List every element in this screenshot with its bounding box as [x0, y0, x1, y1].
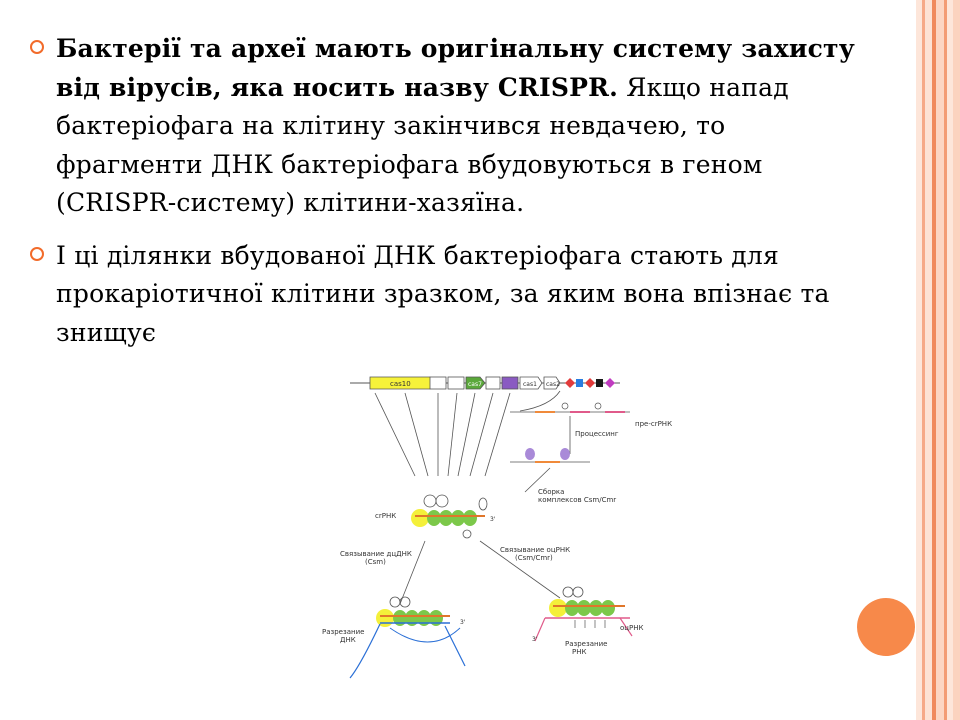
gene-box — [448, 377, 464, 389]
bullet-item-1 — [30, 30, 860, 223]
svg-text:3': 3' — [490, 516, 496, 523]
gene-label-cas10: cas10 — [390, 380, 411, 388]
slide-content — [30, 30, 860, 366]
bullet-text-2: І ці ділянки вбудованої ДНК бактеріофага стають для прокаріотичної клітини зразком, за яким вона впізнає та знищує — [56, 240, 830, 347]
gene-label-cas7: cas7 — [468, 381, 482, 388]
gene-box — [430, 377, 446, 389]
gene-box — [486, 377, 500, 389]
label-ssrna-binding: Связывание оцРНК (Csm/Cmr) — [500, 546, 571, 562]
gene-box — [502, 377, 518, 389]
label-crrna: crРНК — [375, 512, 397, 520]
bullet-ring-icon — [30, 40, 44, 54]
crispr-diagram — [320, 366, 720, 686]
decorative-stripes — [916, 0, 960, 720]
label-assembly: Сборка комплексов Csm/Cmr — [538, 488, 617, 504]
svg-text:3': 3' — [532, 636, 538, 643]
bullet-1-body: Якщо напад бактеріофага на клітину закінчився невдачею, то фрагменти ДНК бактеріофага вбудовуються в геном (CRISPR-систему) клітини-хазяїна. — [56, 72, 789, 217]
label-ssrna: оцРНК — [620, 624, 644, 632]
gene-label-cas2: cas2 — [546, 381, 560, 388]
bullet-item-2 — [30, 237, 860, 353]
label-processing: Процессинг — [575, 430, 619, 438]
bullet-ring-icon — [30, 247, 44, 261]
gene-label-cas1: cas1 — [523, 381, 537, 388]
label-dsdna-binding: Связывание дцДНК (Csm) — [340, 550, 412, 566]
label-pre-crrna: пре-crРНК — [635, 420, 673, 428]
bullet-text-1 — [56, 30, 860, 223]
bullet-1-bold: Бактерії та археї мають оригінальну систему захисту від вірусів, яка носить назву CRISPR. — [56, 34, 855, 102]
label-rna-cleavage: Разрезание РНК — [565, 640, 608, 656]
label-dna-cleavage: Разрезание ДНК — [322, 628, 365, 644]
decorative-circle — [857, 598, 915, 656]
svg-text:3': 3' — [460, 619, 466, 626]
